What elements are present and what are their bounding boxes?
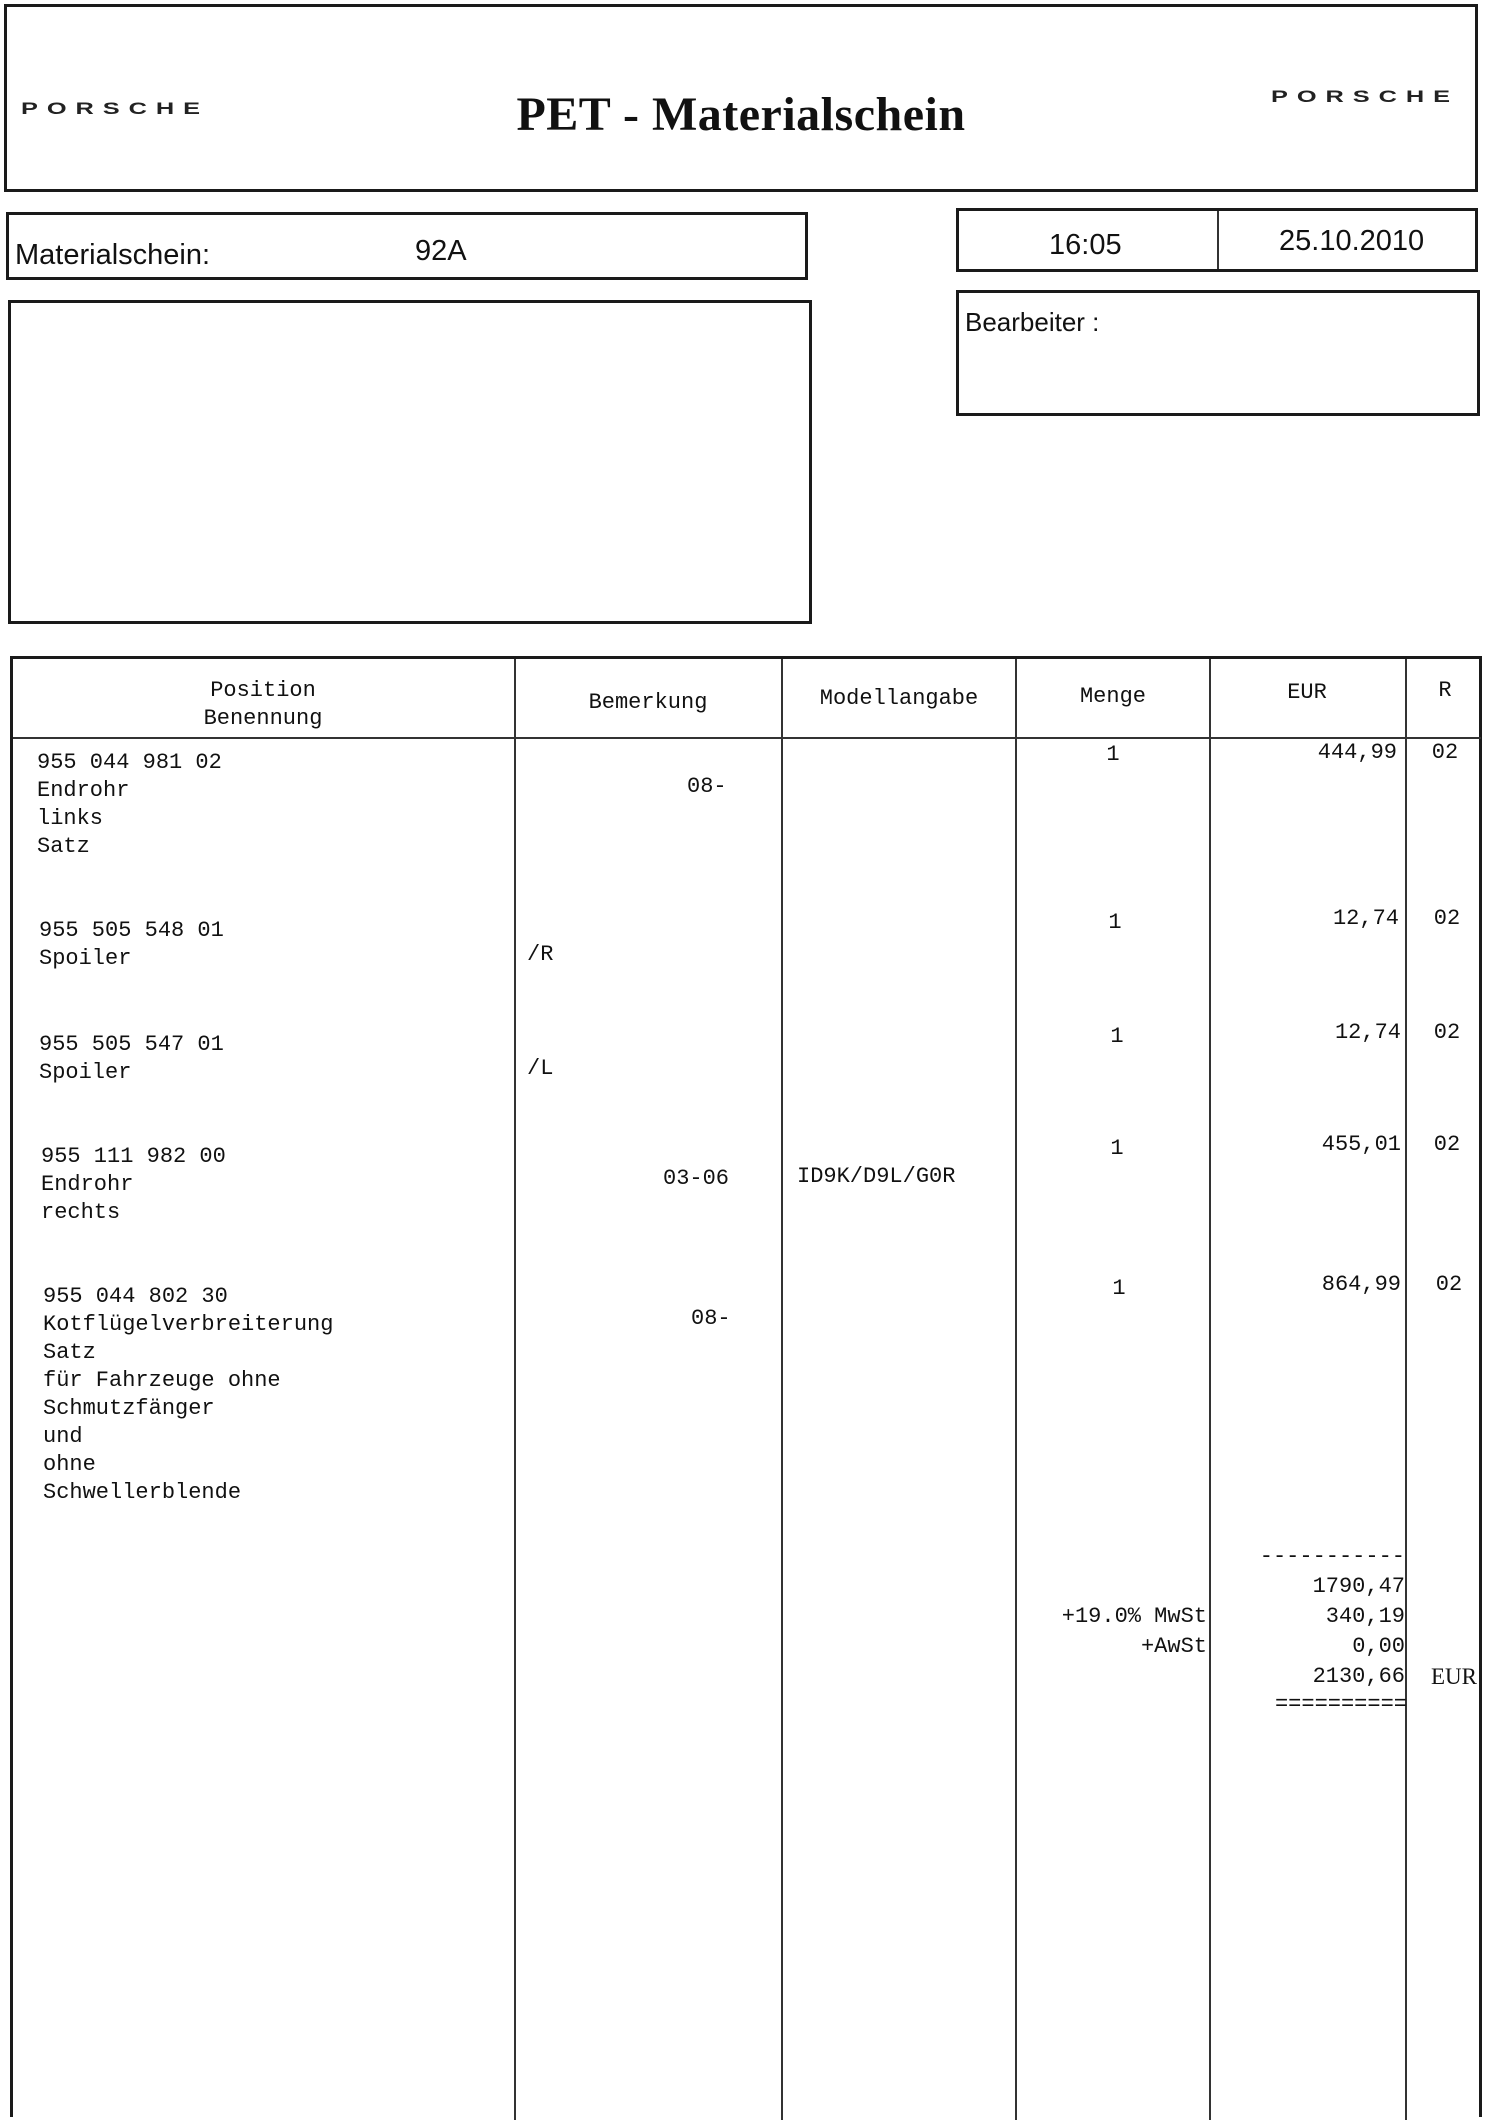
r-code: 02 [1433,1132,1461,1157]
header-box [4,4,1478,192]
header-position-line1: Position [210,678,316,703]
quantity: 1 [1110,1024,1124,1049]
part-number: 955 505 547 01 [39,1032,224,1057]
svg-text:PORSCHE: PORSCHE [21,99,209,118]
header-position [13,677,513,733]
quantity: 1 [1112,1276,1126,1301]
col-divider [1209,659,1211,2120]
r-code: 02 [1435,1272,1463,1297]
quantity: 1 [1110,1136,1124,1161]
bearbeiter-label: Bearbeiter : [965,307,1100,337]
r-code: 02 [1433,906,1461,931]
parts-table [10,656,1482,2117]
r-code: 02 [1433,1020,1461,1045]
mwst-label: +19.0% MwSt [1061,1604,1207,1629]
mwst-value: 340,19 [1325,1604,1405,1629]
awst-value: 0,00 [1352,1634,1405,1659]
part-description: Endrohr rechts [41,1172,134,1225]
bearbeiter-box [956,290,1480,416]
part-number: 955 111 982 00 [41,1144,226,1169]
price-eur: 12,74 [1334,1020,1401,1045]
date-value: 25.10.2010 [1279,225,1425,257]
notes-box [8,300,812,624]
price-eur: 12,74 [1332,906,1399,931]
remark: /R [527,942,554,967]
remark: 03-06 [663,1166,730,1191]
timestamp-divider [1217,211,1219,269]
col-divider [514,659,516,2120]
materialschein-box [6,212,808,280]
time-value: 16:05 [1049,229,1122,261]
totals-double-line: ========== [1274,1692,1407,1717]
quantity: 1 [1106,742,1120,767]
price-eur: 864,99 [1321,1272,1401,1297]
remark: 08- [687,774,727,799]
part-number: 955 044 802 30 [43,1284,228,1309]
col-divider [1015,659,1017,2120]
total-currency: EUR [1431,1664,1477,1689]
timestamp-box [956,208,1478,272]
part-description: Spoiler [39,1060,132,1085]
totals-dash-line: ----------- [1259,1544,1405,1569]
part-description: Endrohr links Satz [37,778,130,859]
col-divider [781,659,783,2120]
total-value: 2130,66 [1312,1664,1405,1689]
col-divider [1405,659,1407,2120]
header-position-line2: Benennung [203,706,323,731]
header-eur: EUR [1287,680,1327,705]
part-number: 955 044 981 02 [37,750,222,775]
awst-label: +AwSt [1140,1634,1207,1659]
header-modellangabe: Modellangabe [819,686,979,711]
materialschein-label: Materialschein: [15,239,211,271]
price-eur: 455,01 [1321,1132,1401,1157]
subtotal-value: 1790,47 [1312,1574,1405,1599]
part-description: Spoiler [39,946,132,971]
r-code: 02 [1431,740,1459,765]
quantity: 1 [1108,910,1122,935]
part-number: 955 505 548 01 [39,918,224,943]
page-title: PET - Materialschein [516,88,966,141]
porsche-logo-right [1271,87,1461,107]
remark: 08- [691,1306,731,1331]
svg-text:PORSCHE: PORSCHE [1271,87,1459,106]
header-menge: Menge [1079,684,1146,709]
remark: /L [527,1056,554,1081]
model-spec: ID9K/D9L/G0R [797,1164,956,1189]
header-bemerkung: Bemerkung [588,690,708,715]
part-description: Kotflügelverbreiterung Satz für Fahrzeuge ohne Schmutzfänger und ohne Schwellerblende [43,1312,334,1505]
materialschein-value: 92A [415,235,467,267]
header-r: R [1438,678,1452,703]
price-eur: 444,99 [1317,740,1397,765]
